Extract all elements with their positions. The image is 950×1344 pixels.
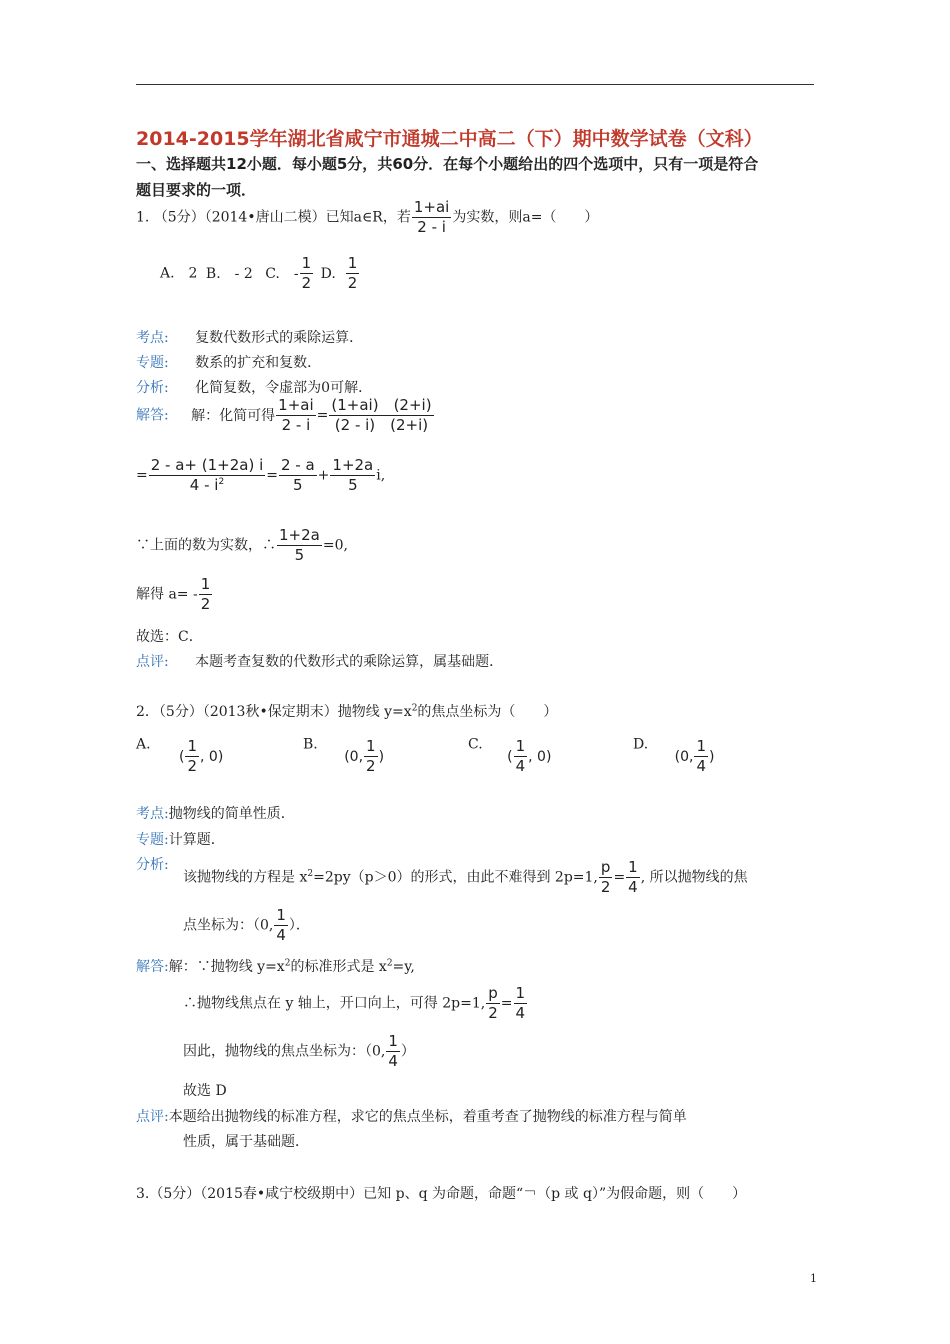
q2-fenxi-label-row — [136, 854, 169, 874]
q1-l2-tail: i, — [376, 467, 386, 484]
section-heading-line2: 题目要求的一项． — [136, 181, 257, 199]
q1-fenxi-row — [136, 377, 372, 397]
page-number: 1 — [810, 1272, 817, 1285]
q2-zhuanti-label: 专题: — [136, 832, 169, 848]
q2-option-c: C. ( $\frac{1}{4}$ , 0) — [468, 736, 552, 775]
q1-solution-line-2 — [136, 458, 385, 493]
q2-jieda-label: 解答: — [136, 959, 169, 975]
q1-l4-fraction: $\frac{1}{2}$ — [200, 575, 211, 613]
q2-zhuanti-text: 计算题． — [168, 832, 225, 848]
question-1-options — [160, 256, 360, 291]
q1-fenxi-text: 化简复数，令虚部为0可解． — [195, 380, 373, 396]
q1-solution-line-3 — [136, 528, 348, 563]
q1-stem-text: 1. （5分）（2014•唐山二模）已知a∈R，若 — [136, 209, 411, 226]
q1-l3-fraction: $\frac{1+2a}{5}$ — [279, 526, 320, 564]
q1-kaodian-row — [136, 327, 363, 347]
question-3-stem: 3.（5分）（2015春•咸宁校级期中）已知 p、q 为命题，命题“￢（p 或 q）”为假命题，则（ ） — [136, 1186, 747, 1202]
q1-option-d: D. — [320, 265, 336, 282]
q1-zhuanti-label: 专题: — [136, 355, 169, 371]
q1-l3-tail: =0, — [322, 537, 348, 554]
q1-l3-text: ∵上面的数为实数，∴ — [136, 537, 276, 554]
q2-option-a: A. ( $\frac{1}{2}$ , 0) — [136, 736, 224, 775]
q1-option-c: C. - — [265, 265, 299, 282]
q1-answer: 故选：C． — [136, 629, 203, 645]
q1-jieda-equals: = — [316, 407, 329, 424]
q1-jieda-fraction-2: $\frac{(1+ai) (2+i)}{(2 - i) (2+i)}$ — [331, 396, 432, 434]
q2-kaodian-row — [136, 803, 295, 823]
q2-zhuanti-row — [136, 829, 225, 849]
q2-fenxi-line-2: 点坐标为：（0, $\frac{1}{4}$ ）． — [183, 906, 310, 944]
q2-jieda-line-4: 故选 D — [183, 1083, 227, 1099]
q1-zhuanti-text: 数系的扩充和复数． — [195, 355, 322, 371]
q1-fenxi-label: 分析: — [136, 380, 169, 396]
q1-dianping-label: 点评: — [136, 654, 169, 670]
q1-solution-line-4 — [136, 577, 213, 612]
q1-stem-fraction: $\frac{1+ai}{2 - i}$ — [413, 198, 450, 236]
question-1-stem — [136, 200, 598, 235]
q1-l2-fraction-2: $\frac{2 - a}{5}$ — [280, 456, 315, 494]
q2-jieda-line-3: 因此，抛物线的焦点坐标为：（0, $\frac{1}{4}$ ） — [183, 1032, 415, 1070]
q2-kaodian-label: 考点: — [136, 806, 169, 822]
q2-option-d: D. (0, $\frac{1}{4}$ ) — [633, 736, 715, 775]
section-heading-line1: 一、选择题共12小题．每小题5分，共60分．在每个小题给出的四个选项中，只有一项是符合 — [136, 155, 759, 173]
q1-option-c-fraction: $\frac{1}{2}$ — [301, 254, 312, 292]
q2-fenxi-label: 分析: — [136, 857, 169, 873]
page-title: 2014-2015学年湖北省咸宁市通城二中高二（下）期中数学试卷（文科） — [136, 128, 763, 150]
q1-kaodian-text: 复数代数形式的乘除运算． — [195, 330, 364, 346]
header-rule — [136, 84, 814, 85]
q1-kaodian-label: 考点: — [136, 330, 169, 346]
q1-dianping-text: 本题考查复数的代数形式的乘除运算，属基础题． — [195, 654, 504, 670]
q1-jieda-label: 解答: — [136, 407, 169, 424]
q1-stem-tail: 为实数，则a=（ ） — [452, 209, 599, 226]
q1-l2-fraction-1: $\frac{2 - a+ (1+2a) i}{4 - i^2}$ — [150, 456, 264, 494]
q2-dianping-label: 点评: — [136, 1109, 169, 1125]
q1-l2-fraction-3: $\frac{1+2a}{5}$ — [332, 456, 374, 494]
q1-option-d-fraction: $\frac{1}{2}$ — [347, 254, 358, 292]
question-2-stem: 2．（5分）（2013秋•保定期末）抛物线 $y=x^2$的焦点坐标为（ ） — [136, 703, 558, 720]
q1-l2-equals: = — [136, 467, 148, 484]
q1-jieda-row — [136, 398, 435, 433]
q1-l2-equals-2: = — [266, 467, 278, 484]
q1-zhuanti-row — [136, 352, 321, 372]
q1-jieda-intro: 解：化简可得 — [191, 407, 276, 424]
q2-option-b: B. (0, $\frac{1}{2}$ ) — [303, 736, 385, 775]
q2-kaodian-text: 抛物线的简单性质． — [168, 806, 295, 822]
q1-l4-text: 解得 a= - — [136, 586, 198, 603]
q1-jieda-fraction-1: $\frac{1+ai}{2 - i}$ — [278, 396, 314, 434]
q1-l2-plus: + — [317, 467, 330, 484]
q2-jieda-row: 解答:解：∵抛物线 $y=x^2$的标准形式是 $x^2=y$, — [136, 958, 415, 975]
q2-dianping-row — [136, 1106, 687, 1126]
q1-option-a: A. 2 — [160, 265, 198, 282]
q2-jieda-line-2: ∴抛物线焦点在 y 轴上，开口向上，可得 2p=1, $\frac{p}{2}$ = $\frac{1}{4}$ — [183, 984, 526, 1022]
q1-dianping-row — [136, 651, 503, 671]
q2-fenxi-line-1: 该抛物线的方程是 $x^2=2py(p>0)$的形式，由此不难得到 2p=1, $\frac{p}{2}$ = $\frac{1}{4}$ , 所以抛物线的焦 — [183, 858, 748, 896]
q2-dianping-text-1: 本题给出抛物线的标准方程，求它的焦点坐标，着重考查了抛物线的标准方程与简单 — [168, 1109, 687, 1125]
q2-dianping-line-2: 性质，属于基础题． — [183, 1134, 309, 1150]
q1-option-b: B. - 2 — [205, 265, 253, 282]
